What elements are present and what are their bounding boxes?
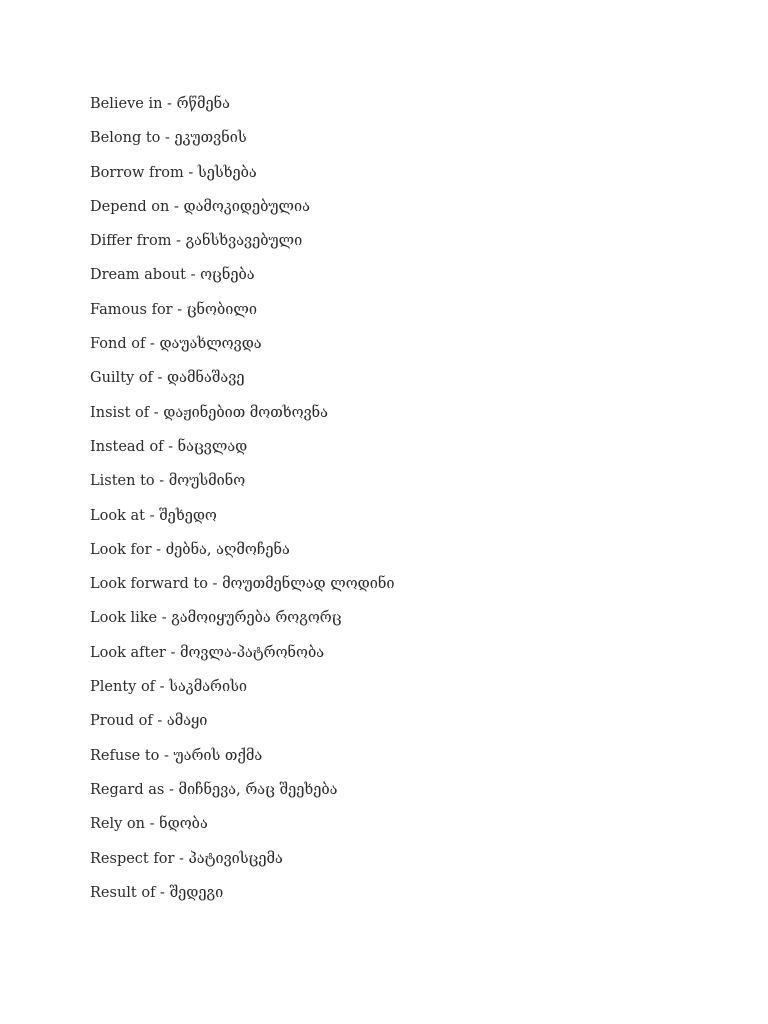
list-item: Dream about - ოცნება (90, 267, 255, 284)
list-item: Insist of - დაჟინებით მოთხოვნა (90, 404, 329, 421)
list-item: Borrow from - სესხება (90, 164, 257, 181)
list-item: Proud of - ამაყი (90, 713, 208, 730)
list-item: Rely on - ნდობა (90, 816, 208, 833)
list-item: Fond of - დაუახლოვდა (90, 336, 262, 353)
phrasal-verb-list (90, 92, 730, 915)
list-item: Plenty of - საკმარისი (90, 679, 248, 696)
list-item: Believe in - რწმენა (90, 96, 230, 112)
list-item: Instead of - ნაცვლად (90, 438, 248, 455)
list-item: Depend on - დამოკიდებულია (90, 198, 310, 215)
document-page (90, 92, 730, 915)
list-item: Look like - გამოიყურება როგორც (90, 610, 342, 627)
list-item: Differ from - განსხვავებული (90, 233, 303, 250)
list-item: Belong to - ეკუთვნის (90, 130, 247, 147)
list-item: Listen to - მოუსმინო (90, 473, 246, 490)
list-item: Respect for - პატივისცემა (90, 850, 283, 867)
list-item: Result of - შედეგი (90, 884, 224, 901)
list-item: Look after - მოვლა-პატრონობა (90, 644, 325, 661)
list-item: Regard as - მიჩნევა, რაც შეეხება (90, 781, 338, 798)
list-item: Look at - შეხედო (90, 507, 217, 524)
list-item: Look for - ძებნა, აღმოჩენა (90, 541, 290, 558)
list-item: Look forward to - მოუთმენლად ლოდინი (90, 576, 395, 593)
list-item: Famous for - ცნობილი (90, 301, 257, 318)
list-item: Guilty of - დამნაშავე (90, 370, 245, 387)
list-item: Refuse to - უარის თქმა (90, 747, 263, 764)
